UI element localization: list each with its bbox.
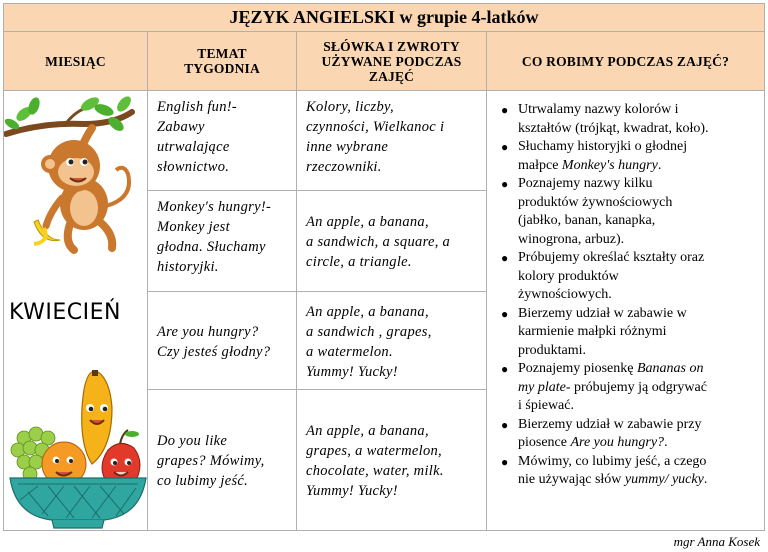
list-item [499, 175, 756, 249]
activity-line [518, 360, 756, 379]
activity-line: Poznajemy nazwy kilku [518, 176, 653, 191]
activity-line: kolory produktów [518, 268, 619, 284]
activity-line: karmienie małpki różnymi [518, 324, 667, 339]
header-month [3, 32, 148, 91]
vocab-line: a watermelon. [306, 343, 393, 360]
activity-title: my plate [518, 379, 566, 395]
topic-line: Do you like [157, 433, 228, 449]
bullet-icon: ● [501, 177, 509, 191]
activity-title: Monkey's hungry [561, 157, 658, 173]
vocab-line: grapes, a watermelon, [306, 443, 442, 459]
topic-line: głodna. Słuchamy [157, 239, 266, 255]
page-title: JĘZYK ANGIELSKI w grupie 4-latków [3, 3, 765, 32]
list-item [499, 360, 756, 416]
list-item [499, 249, 756, 305]
activity-text: . [664, 435, 668, 450]
topic-line: Zabawy [157, 119, 205, 135]
activity-title: yummy/ yucky [624, 472, 704, 487]
topic-line: English fun!- [157, 99, 238, 115]
header-activities-label: CO ROBIMY PODCZAS ZAJĘĆ? [521, 53, 730, 69]
activities-column [487, 91, 765, 531]
topic-line: Monkey jest [157, 219, 230, 235]
vocab-line: An apple, a banana, [306, 303, 429, 320]
activity-line: Bierzemy udział w zabawie w [518, 305, 687, 321]
header-vocab [297, 32, 487, 91]
signature: mgr Anna Kosek [673, 534, 760, 549]
activity-line: produktami. [518, 342, 587, 358]
topic-line: słownictwo. [157, 159, 230, 175]
activity-line: kształtów (trójkąt, kwadrat, koło). [518, 120, 709, 136]
vocab-line: rzeczowniki. [306, 159, 382, 175]
activity-text: - próbujemy ją odgrywać [565, 379, 707, 395]
header-activities [487, 32, 765, 91]
table-row-3-vocab [297, 292, 487, 390]
activity-text: . [657, 157, 662, 173]
activity-line: Słuchamy historyjki o głodnej [518, 139, 688, 154]
bullet-icon: ● [501, 417, 509, 432]
table-row-2-topic [148, 191, 297, 292]
activity-line: Bierzemy udział w zabawie przy [518, 416, 702, 432]
list-item [499, 416, 756, 453]
table-row-3-topic [148, 292, 297, 390]
topic-line: Czy jesteś głodny? [157, 343, 271, 360]
activity-line: żywnościowych. [518, 287, 612, 302]
topic-line: co lubimy jeść. [157, 473, 249, 489]
bullet-icon: ● [501, 454, 509, 469]
vocab-line: Kolory, liczby, [306, 99, 394, 115]
activity-line: (jabłko, banan, kanapka, [518, 213, 656, 228]
header-topic-line: TEMAT [197, 46, 247, 61]
activity-title: Are you hungry? [570, 435, 665, 450]
vocab-line: Yummy! Yucky! [306, 483, 398, 499]
vocab-line: a sandwich , grapes, [306, 323, 432, 340]
topic-line: utrwalające [157, 139, 230, 155]
vocab-line: chocolate, water, milk. [306, 463, 444, 479]
activity-line: Próbujemy określać kształty oraz [518, 250, 705, 265]
list-item [499, 305, 756, 361]
topic-line: grapes? Mówimy, [157, 453, 265, 469]
header-month-label: MIESIĄC [45, 53, 106, 69]
topic-line: Are you hungry? [157, 323, 259, 340]
monkey-icon [4, 94, 148, 254]
table-row-4-vocab [297, 390, 487, 531]
bullet-icon: ● [501, 251, 509, 265]
bullet-icon: ● [501, 103, 509, 117]
fruit-bowl-icon [8, 368, 148, 530]
activity-line [518, 379, 756, 398]
vocab-line: An apple, a banana, [306, 423, 429, 439]
list-item [499, 101, 756, 138]
activity-text: nie używając słów [518, 472, 625, 487]
vocab-line: inne wybrane [306, 139, 389, 155]
vocab-line: czynności, Wielkanoc i [306, 119, 445, 135]
header-vocab-line: SŁÓWKA I ZWROTY [323, 38, 460, 54]
activity-line: i śpiewać. [518, 398, 574, 413]
table-row-2-vocab [297, 191, 487, 292]
activity-line: produktów żywnościowych [518, 194, 673, 210]
month-label: KWIECIEŃ [9, 300, 121, 325]
list-item [499, 453, 756, 490]
table-row-4-topic [148, 390, 297, 531]
activity-text: . [703, 472, 708, 487]
activity-text: małpce [518, 157, 562, 173]
bullet-icon: ● [501, 306, 509, 321]
vocab-line: a sandwich, a square, a [306, 234, 451, 250]
activity-line [518, 471, 756, 490]
activity-text: Poznajemy piosenkę [518, 361, 637, 376]
list-item [499, 138, 756, 175]
header-vocab-line: ZAJĘĆ [368, 68, 415, 84]
bullet-icon: ● [501, 140, 509, 154]
table-row-1-vocab [297, 91, 487, 191]
activities-list [499, 101, 756, 490]
header-vocab-line: UŻYWANE PODCZAS [321, 53, 462, 69]
vocab-line: Yummy! Yucky! [306, 363, 398, 380]
activity-line: Utrwalamy nazwy kolorów i [518, 102, 679, 117]
activity-line: winogrona, arbuz). [518, 231, 625, 247]
bullet-icon: ● [501, 362, 509, 376]
activity-line [518, 157, 756, 176]
activity-line [518, 434, 756, 453]
vocab-line: circle, a triangle. [306, 254, 412, 270]
topic-line: Monkey's hungry!- [157, 199, 272, 215]
activity-text: piosence [518, 435, 571, 450]
activity-line: Mówimy, co lubimy jeść, a czego [518, 453, 707, 469]
topic-line: historyjki. [157, 259, 219, 275]
table-row-1-topic [148, 91, 297, 191]
header-topic-line: TYGODNIA [184, 61, 260, 76]
vocab-line: An apple, a banana, [306, 214, 429, 230]
header-topic [148, 32, 297, 91]
activity-title: Bananas on [636, 361, 704, 376]
